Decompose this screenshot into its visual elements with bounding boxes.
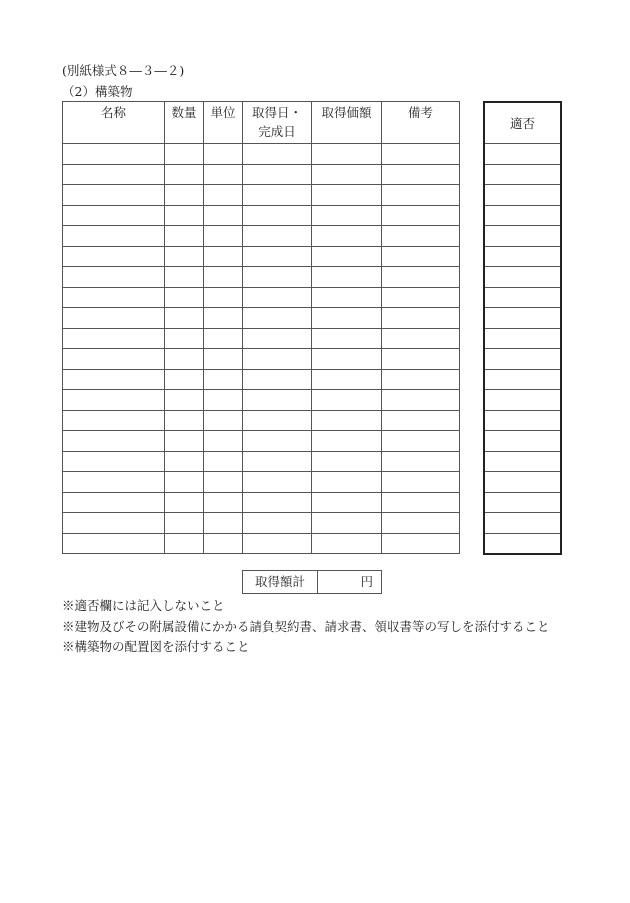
judgement-row [484, 226, 561, 247]
cell-unit[interactable] [204, 533, 243, 554]
cell-date[interactable] [243, 328, 312, 349]
cell-quantity[interactable] [165, 226, 204, 247]
judgement-row [484, 246, 561, 267]
cell-date[interactable] [243, 185, 312, 206]
judgement-row [484, 349, 561, 370]
cell-date[interactable] [243, 308, 312, 329]
cell-name[interactable] [63, 513, 165, 534]
cell-date[interactable] [243, 164, 312, 185]
cell-date[interactable] [243, 287, 312, 308]
cell-price[interactable] [312, 226, 382, 247]
cell-name[interactable] [63, 144, 165, 165]
judgement-row [484, 533, 561, 554]
judgement-row [484, 451, 561, 472]
cell-unit[interactable] [204, 492, 243, 513]
judgement-row [484, 513, 561, 534]
cell-remarks[interactable] [382, 431, 460, 452]
judgement-row [484, 410, 561, 431]
cell-date[interactable] [243, 410, 312, 431]
judgement-row [484, 328, 561, 349]
cell-remarks[interactable] [382, 328, 460, 349]
cell-quantity[interactable] [165, 533, 204, 554]
cell-price[interactable] [312, 308, 382, 329]
cell-price[interactable] [312, 144, 382, 165]
cell-date[interactable] [243, 246, 312, 267]
cell-price[interactable] [312, 267, 382, 288]
cell-quantity[interactable] [165, 308, 204, 329]
cell-remarks[interactable] [382, 513, 460, 534]
header-judgement: 適否 [484, 102, 561, 144]
cell-date[interactable] [243, 349, 312, 370]
cell-quantity[interactable] [165, 328, 204, 349]
cell-quantity[interactable] [165, 287, 204, 308]
cell-unit[interactable] [204, 410, 243, 431]
cell-judgement [484, 349, 561, 370]
cell-unit[interactable] [204, 472, 243, 493]
cell-judgement [484, 410, 561, 431]
cell-price[interactable] [312, 328, 382, 349]
header-remarks: 備考 [382, 102, 460, 144]
cell-unit[interactable] [204, 431, 243, 452]
cell-date[interactable] [243, 267, 312, 288]
cell-name[interactable] [63, 431, 165, 452]
cell-quantity[interactable] [165, 431, 204, 452]
cell-remarks[interactable] [382, 226, 460, 247]
cell-quantity[interactable] [165, 144, 204, 165]
judgement-row [484, 205, 561, 226]
cell-judgement [484, 164, 561, 185]
cell-judgement [484, 267, 561, 288]
judgement-row [484, 267, 561, 288]
table-row [63, 205, 460, 226]
judgement-row [484, 492, 561, 513]
note-1: ※適否欄には記入しないこと [62, 598, 225, 613]
cell-price[interactable] [312, 205, 382, 226]
cell-judgement [484, 431, 561, 452]
cell-remarks[interactable] [382, 410, 460, 431]
cell-remarks[interactable] [382, 246, 460, 267]
cell-unit[interactable] [204, 144, 243, 165]
cell-quantity[interactable] [165, 369, 204, 390]
cell-date[interactable] [243, 205, 312, 226]
cell-quantity[interactable] [165, 472, 204, 493]
cell-name[interactable] [63, 533, 165, 554]
cell-judgement [484, 513, 561, 534]
cell-unit[interactable] [204, 369, 243, 390]
table-row [63, 185, 460, 206]
cell-price[interactable] [312, 390, 382, 411]
cell-quantity[interactable] [165, 451, 204, 472]
cell-name[interactable] [63, 328, 165, 349]
judgement-row [484, 390, 561, 411]
table-row [63, 287, 460, 308]
cell-unit[interactable] [204, 308, 243, 329]
cell-quantity[interactable] [165, 390, 204, 411]
cell-remarks[interactable] [382, 472, 460, 493]
cell-quantity[interactable] [165, 410, 204, 431]
cell-judgement [484, 328, 561, 349]
cell-price[interactable] [312, 349, 382, 370]
cell-unit[interactable] [204, 390, 243, 411]
cell-unit[interactable] [204, 267, 243, 288]
cell-price[interactable] [312, 472, 382, 493]
header-date-line1: 取得日・ [251, 105, 302, 120]
form-id: (別紙様式８―３―２) [62, 63, 185, 78]
cell-name[interactable] [63, 226, 165, 247]
cell-name[interactable] [63, 349, 165, 370]
cell-date[interactable] [243, 431, 312, 452]
table-row [63, 451, 460, 472]
cell-judgement [484, 308, 561, 329]
table-row [63, 492, 460, 513]
table-row [63, 144, 460, 165]
note-3: ※構築物の配置図を添付すること [62, 639, 250, 654]
header-date-line2: 完成日 [258, 124, 296, 139]
cell-remarks[interactable] [382, 369, 460, 390]
cell-name[interactable] [63, 451, 165, 472]
cell-remarks[interactable] [382, 144, 460, 165]
cell-name[interactable] [63, 185, 165, 206]
cell-judgement [484, 451, 561, 472]
header-name: 名称 [63, 102, 165, 144]
total-unit: 円 [360, 574, 373, 589]
cell-quantity[interactable] [165, 246, 204, 267]
header-row [63, 102, 460, 144]
cell-unit[interactable] [204, 226, 243, 247]
total-table [242, 570, 382, 594]
table-row [63, 390, 460, 411]
cell-quantity[interactable] [165, 349, 204, 370]
cell-remarks[interactable] [382, 533, 460, 554]
cell-price[interactable] [312, 492, 382, 513]
cell-remarks[interactable] [382, 349, 460, 370]
cell-remarks[interactable] [382, 308, 460, 329]
table-row [63, 308, 460, 329]
judgement-row [484, 308, 561, 329]
cell-remarks[interactable] [382, 451, 460, 472]
cell-name[interactable] [63, 267, 165, 288]
cell-quantity[interactable] [165, 164, 204, 185]
cell-price[interactable] [312, 410, 382, 431]
cell-name[interactable] [63, 287, 165, 308]
cell-date[interactable] [243, 144, 312, 165]
cell-judgement [484, 472, 561, 493]
cell-remarks[interactable] [382, 164, 460, 185]
cell-quantity[interactable] [165, 205, 204, 226]
cell-judgement [484, 390, 561, 411]
cell-remarks[interactable] [382, 492, 460, 513]
cell-quantity[interactable] [165, 513, 204, 534]
cell-name[interactable] [63, 390, 165, 411]
judgement-row [484, 144, 561, 165]
cell-price[interactable] [312, 287, 382, 308]
cell-judgement [484, 226, 561, 247]
cell-date[interactable] [243, 390, 312, 411]
cell-judgement [484, 185, 561, 206]
cell-price[interactable] [312, 431, 382, 452]
cell-quantity[interactable] [165, 267, 204, 288]
cell-unit[interactable] [204, 328, 243, 349]
cell-name[interactable] [63, 472, 165, 493]
cell-judgement [484, 144, 561, 165]
cell-remarks[interactable] [382, 185, 460, 206]
header-acquisition-date [243, 102, 312, 144]
table-row [63, 369, 460, 390]
cell-remarks[interactable] [382, 390, 460, 411]
table-row [63, 533, 460, 554]
cell-name[interactable] [63, 410, 165, 431]
total-value-field[interactable] [318, 571, 382, 594]
cell-unit[interactable] [204, 349, 243, 370]
cell-judgement [484, 287, 561, 308]
cell-date[interactable] [243, 451, 312, 472]
header-acquisition-price: 取得価額 [312, 102, 382, 144]
cell-unit[interactable] [204, 185, 243, 206]
table-row [63, 472, 460, 493]
cell-judgement [484, 492, 561, 513]
cell-quantity[interactable] [165, 185, 204, 206]
judgement-row [484, 185, 561, 206]
cell-judgement [484, 533, 561, 554]
structures-table [62, 101, 460, 554]
cell-judgement [484, 205, 561, 226]
cell-date[interactable] [243, 472, 312, 493]
cell-judgement [484, 246, 561, 267]
total-label: 取得額計 [243, 571, 318, 594]
cell-name[interactable] [63, 246, 165, 267]
table-row [63, 431, 460, 452]
judgement-row [484, 369, 561, 390]
cell-name[interactable] [63, 164, 165, 185]
cell-price[interactable] [312, 164, 382, 185]
table-row [63, 267, 460, 288]
cell-remarks[interactable] [382, 205, 460, 226]
cell-judgement [484, 369, 561, 390]
judgement-row [484, 164, 561, 185]
header-quantity: 数量 [165, 102, 204, 144]
judgement-row [484, 472, 561, 493]
cell-price[interactable] [312, 185, 382, 206]
cell-quantity[interactable] [165, 492, 204, 513]
cell-name[interactable] [63, 205, 165, 226]
cell-unit[interactable] [204, 246, 243, 267]
cell-price[interactable] [312, 533, 382, 554]
table-row [63, 513, 460, 534]
cell-date[interactable] [243, 492, 312, 513]
cell-date[interactable] [243, 513, 312, 534]
note-2: ※建物及びその附属設備にかかる請負契約書、請求書、領収書等の写しを添付すること [62, 619, 550, 634]
cell-unit[interactable] [204, 287, 243, 308]
cell-remarks[interactable] [382, 267, 460, 288]
header-unit: 単位 [204, 102, 243, 144]
table-row [63, 226, 460, 247]
judgement-row [484, 287, 561, 308]
cell-unit[interactable] [204, 451, 243, 472]
judgement-table [483, 101, 562, 555]
table-row [63, 328, 460, 349]
table-row [63, 410, 460, 431]
table-row [63, 349, 460, 370]
cell-price[interactable] [312, 451, 382, 472]
cell-name[interactable] [63, 492, 165, 513]
table-row [63, 246, 460, 267]
cell-date[interactable] [243, 226, 312, 247]
cell-price[interactable] [312, 369, 382, 390]
cell-date[interactable] [243, 369, 312, 390]
cell-date[interactable] [243, 533, 312, 554]
cell-price[interactable] [312, 513, 382, 534]
cell-unit[interactable] [204, 513, 243, 534]
cell-remarks[interactable] [382, 287, 460, 308]
table-row [63, 164, 460, 185]
cell-name[interactable] [63, 369, 165, 390]
cell-unit[interactable] [204, 205, 243, 226]
section-title: （2）構築物 [62, 84, 133, 99]
judgement-row [484, 431, 561, 452]
cell-price[interactable] [312, 246, 382, 267]
cell-unit[interactable] [204, 164, 243, 185]
cell-name[interactable] [63, 308, 165, 329]
